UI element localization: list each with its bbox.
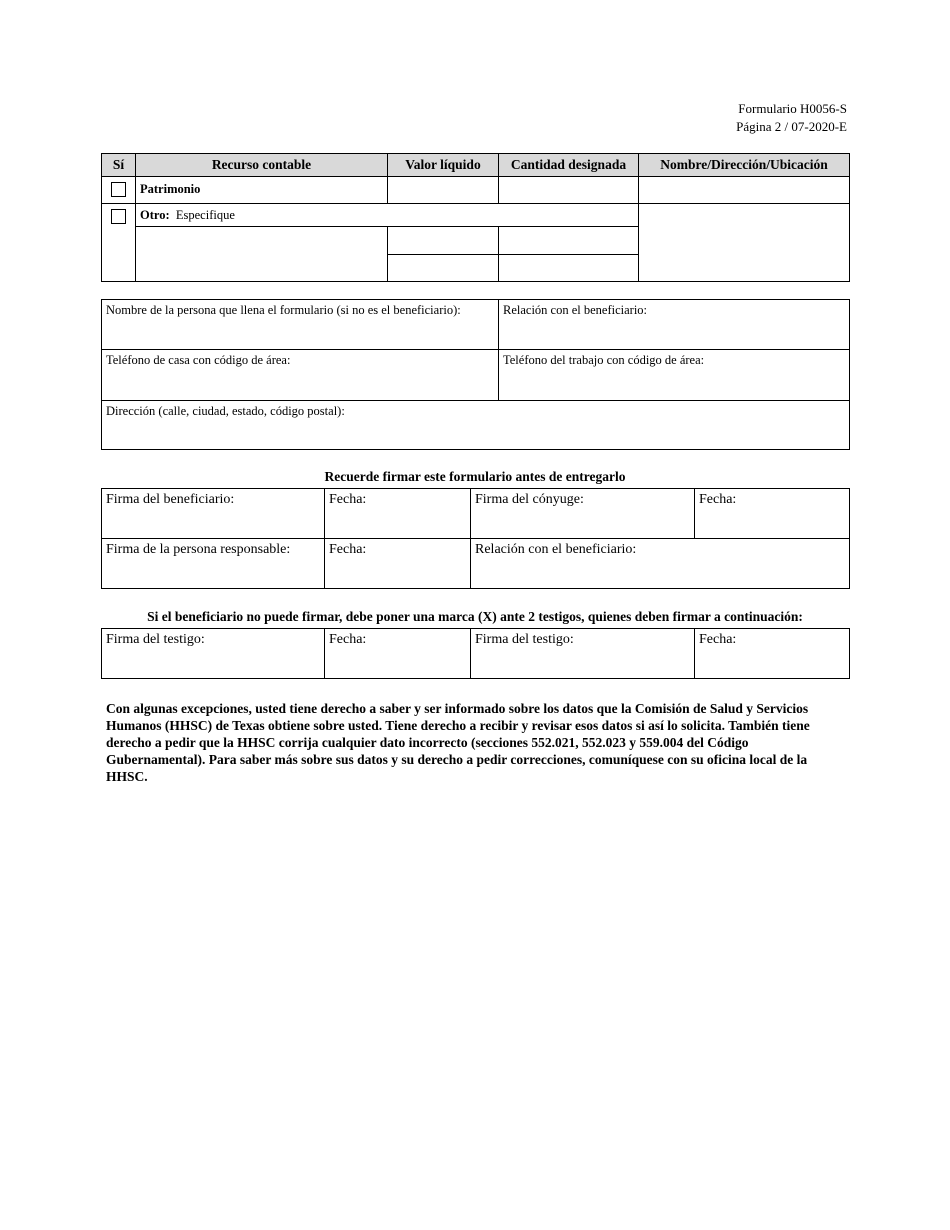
spouse-signature-label: Firma del cónyuge: bbox=[475, 492, 584, 507]
otro-cantidad-field-1[interactable] bbox=[499, 227, 639, 255]
otro-nombre-field[interactable] bbox=[639, 204, 850, 282]
otro-label-cell bbox=[136, 204, 639, 227]
patrimonio-cantidad-field[interactable] bbox=[499, 177, 639, 204]
page-info: Página 2 / 07-2020-E bbox=[736, 119, 847, 134]
witness-1-date-label: Fecha: bbox=[329, 632, 367, 647]
responsible-date-label: Fecha: bbox=[329, 542, 367, 557]
otro-specify-field[interactable] bbox=[136, 227, 388, 282]
beneficiary-signature-label: Firma del beneficiario: bbox=[106, 492, 235, 507]
filler-name-label: Nombre de la persona que llena el formulario (si no es el beneficiario): bbox=[106, 303, 461, 317]
witness-2-signature-label: Firma del testigo: bbox=[475, 632, 574, 647]
witness-instructions-title: Si el beneficiario no puede firmar, debe poner una marca (X) ante 2 testigos, quienes deben firmar a continuación: bbox=[147, 609, 803, 624]
otro-row bbox=[102, 204, 850, 227]
witness-row bbox=[102, 629, 850, 679]
col-header-cantidad: Cantidad designada bbox=[499, 154, 639, 177]
filler-relation-field[interactable] bbox=[499, 300, 850, 350]
witness-1-signature-label: Firma del testigo: bbox=[106, 632, 205, 647]
patrimonio-valor-field[interactable] bbox=[388, 177, 499, 204]
patrimonio-nombre-field[interactable] bbox=[639, 177, 850, 204]
patrimonio-check-cell bbox=[102, 177, 136, 204]
filler-relation-label: Relación con el beneficiario: bbox=[503, 303, 648, 317]
responsible-relation-label: Relación con el beneficiario: bbox=[475, 542, 637, 557]
col-header-valor: Valor líquido bbox=[388, 154, 499, 177]
col-header-nombre: Nombre/Dirección/Ubicación bbox=[639, 154, 850, 177]
contact-table bbox=[101, 299, 850, 450]
beneficiary-date-field[interactable] bbox=[325, 489, 471, 539]
otro-specify: Especifique bbox=[175, 208, 235, 222]
witness-1-signature-field[interactable] bbox=[102, 629, 325, 679]
contact-row-1 bbox=[102, 300, 850, 350]
work-phone-field[interactable] bbox=[499, 350, 850, 401]
otro-check-cell bbox=[102, 204, 136, 282]
address-label: Dirección (calle, ciudad, estado, código postal): bbox=[106, 404, 345, 418]
form-number: Formulario H0056-S bbox=[738, 101, 847, 116]
work-phone-label: Teléfono del trabajo con código de área: bbox=[503, 353, 705, 367]
signature-reminder-title: Recuerde firmar este formulario antes de entregarlo bbox=[324, 469, 626, 484]
signature-table bbox=[101, 488, 850, 589]
privacy-notice: Con algunas excepciones, usted tiene derecho a saber y ser informado sobre los datos que la Comisión de Salud y Servicios Humanos (HHSC) de Texas obtiene sobre usted. Tiene derecho a recibir y revisar esos datos si así lo solicita. También tiene derecho a pedir que la HHSC corrija cualquier dato incorrecto (secciones 552.021, 552.023 y 559.004 del Código Gubernamental). Para saber más sobre sus datos y su derecho a pedir correcciones, comuníquese con su oficina local de la HHSC. bbox=[106, 701, 810, 784]
otro-valor-field-1[interactable] bbox=[388, 227, 499, 255]
otro-checkbox[interactable] bbox=[111, 209, 126, 224]
spouse-date-field[interactable] bbox=[695, 489, 850, 539]
signature-row-2 bbox=[102, 539, 850, 589]
col-header-si: Sí bbox=[102, 154, 136, 177]
patrimonio-row bbox=[102, 177, 850, 204]
otro-label: Otro: bbox=[140, 208, 170, 222]
col-header-recurso: Recurso contable bbox=[136, 154, 388, 177]
responsible-date-field[interactable] bbox=[325, 539, 471, 589]
contact-row-2 bbox=[102, 350, 850, 401]
signature-row-1 bbox=[102, 489, 850, 539]
responsible-signature-field[interactable] bbox=[102, 539, 325, 589]
otro-cantidad-field-2[interactable] bbox=[499, 255, 639, 282]
beneficiary-date-label: Fecha: bbox=[329, 492, 367, 507]
patrimonio-label: Patrimonio bbox=[136, 177, 388, 204]
witness-2-signature-field[interactable] bbox=[471, 629, 695, 679]
resources-table bbox=[101, 153, 850, 282]
witness-table bbox=[101, 628, 850, 679]
resources-header-row bbox=[102, 154, 850, 177]
witness-2-date-field[interactable] bbox=[695, 629, 850, 679]
home-phone-field[interactable] bbox=[102, 350, 499, 401]
responsible-relation-field[interactable] bbox=[471, 539, 850, 589]
filler-name-field[interactable] bbox=[102, 300, 499, 350]
contact-row-3 bbox=[102, 401, 850, 450]
witness-2-date-label: Fecha: bbox=[699, 632, 737, 647]
witness-1-date-field[interactable] bbox=[325, 629, 471, 679]
patrimonio-checkbox[interactable] bbox=[111, 182, 126, 197]
home-phone-label: Teléfono de casa con código de área: bbox=[106, 353, 291, 367]
otro-valor-field-2[interactable] bbox=[388, 255, 499, 282]
spouse-signature-field[interactable] bbox=[471, 489, 695, 539]
spouse-date-label: Fecha: bbox=[699, 492, 737, 507]
responsible-signature-label: Firma de la persona responsable: bbox=[106, 542, 291, 557]
beneficiary-signature-field[interactable] bbox=[102, 489, 325, 539]
address-field[interactable] bbox=[102, 401, 850, 450]
